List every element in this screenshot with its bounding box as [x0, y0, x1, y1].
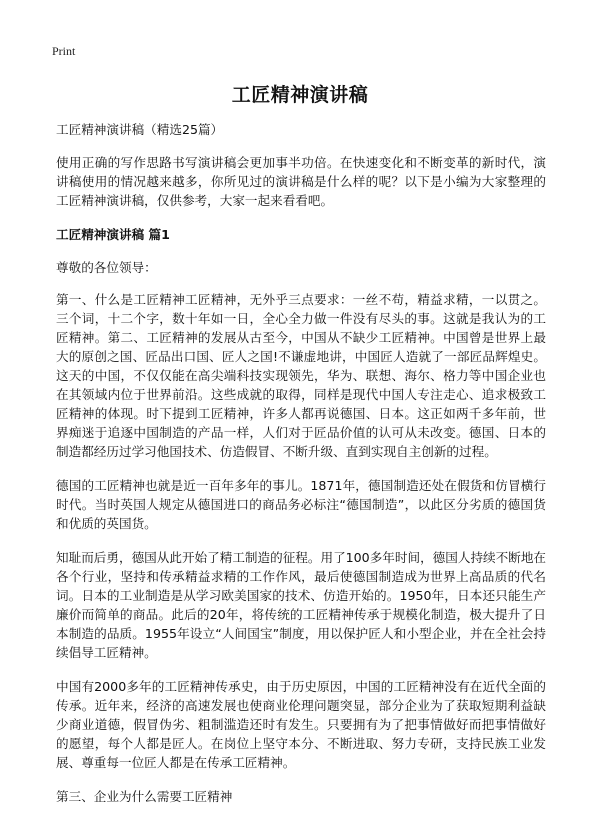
article-subtitle: 工匠精神演讲稿（精选25篇） — [56, 122, 224, 137]
intro-paragraph: 使用正确的写作思路书写演讲稿会更加事半功倍。在快速变化和不断变革的新时代，演讲稿使用的情况越来越多，你所见过的演讲稿是什么样的呢？以下是小编为大家整理的工匠精神演讲稿，仅供参考，大家一起来看看吧。 — [56, 155, 546, 208]
article-body — [56, 120, 546, 821]
section-heading: 工匠精神演讲稿 篇1 — [56, 227, 170, 242]
body-paragraph: 第三、企业为什么需要工匠精神 — [56, 789, 233, 804]
page-title: 工匠精神演讲稿 — [231, 84, 369, 106]
print-link[interactable]: Print — [52, 44, 76, 58]
body-paragraph: 德国的工匠精神也就是近一百年多年的事儿。1871年，德国制造还处在假货和仿冒横行时代。当时英国人规定从德国进口的商品务必标注“德国制造”，以此区分劣质的德国货和优质的英国货。 — [56, 478, 546, 531]
body-paragraph: 中国有2000多年的工匠精神传承史，由于历史原因，中国的工匠精神没有在近代全面的传承。近年来，经济的高速发展也使商业伦理问题突显，部分企业为了获取短期利益缺少商业道德，假冒伪劣、粗制滥造还时有发生。只要拥有为了把事情做好而把事情做好的愿望，每个人都是匠人。在岗位上坚守本分、不断进取、努力专研，支持民族工业发展、尊重每一位匠人都是在传承工匠精神。 — [56, 679, 546, 770]
body-paragraph: 第一、什么是工匠精神工匠精神，无外乎三点要求：一丝不苟，精益求精，一以贯之。三个词，十二个字，数十年如一日，全心全力做一件没有尽头的事。这就是我认为的工匠精神。第二、工匠精神的发展从古至今，中国从不缺少工匠精神。中国曾是世界上最大的原创之国、匠品出口国、匠人之国!不谦虚地讲，中国匠人造就了一部匠品辉煌史。这天的中国，不仅仅能在高尖端科技实现领先，华为、联想、海尔、格力等中国企业也在其领域内位于世界前沿。这些成就的取得，同样是现代中国人专注走心、追求极致工匠精神的体现。时下提到工匠精神，许多人都再说德国、日本。这正如两千多年前，世界痴迷于追逐中国制造的产品一样，人们对于匠品价值的认可从未改变。德国、日本的制造都经历过学习他国技术、仿造假冒、不断升级、直到实现自主创新的过程。 — [56, 292, 546, 459]
greeting: 尊敬的各位领导： — [56, 260, 157, 275]
body-paragraph: 知耻而后勇，德国从此开始了精工制造的征程。用了100多年时间，德国人持续不断地在各个行业，坚持和传承精益求精的工作作风，最后使德国制造成为世界上高品质的代名词。日本的工业制造是从学习欧美国家的技术、仿造开始的。1950年，日本还只能生产廉价而简单的商品。此后的20年，将传统的工匠精神传承于规模化制造，极大提升了日本制造的品质。1955年设立“人间国宝”制度，用以保护匠人和小型企业，并在全社会持续倡导工匠精神。 — [56, 550, 547, 660]
